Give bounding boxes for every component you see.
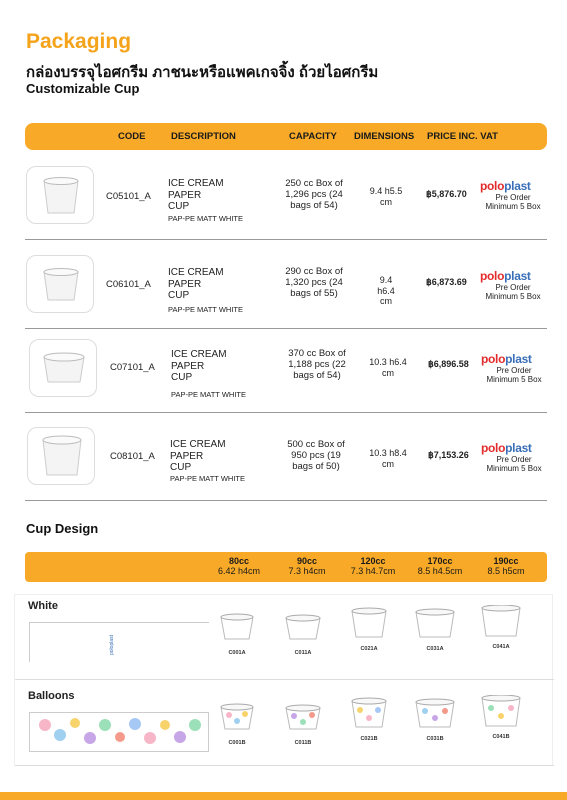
- footer-bar: [0, 792, 567, 800]
- row-divider: [25, 328, 547, 329]
- product-code: C07101_A: [110, 362, 155, 373]
- thai-title: กล่องบรรจุไอศกรีม ภาชนะหรือแพคเกจจิ้ง ถ้วยไอศกรีม: [26, 64, 379, 81]
- cup-thumb: C001A: [217, 611, 257, 656]
- cup-thumb: C041A: [481, 605, 521, 650]
- product-capacity: 250 cc Box of 1,296 pcs (24 bags of 54): [285, 178, 343, 211]
- size-190cc: 190cc 8.5 h5cm: [487, 556, 525, 576]
- product-price: ฿7,153.26: [428, 450, 469, 460]
- cup-thumb: C011A: [283, 611, 323, 656]
- cup-image: [27, 427, 95, 485]
- product-price: ฿5,876.70: [426, 189, 467, 199]
- product-material: PAP-PE MATT WHITE: [168, 305, 244, 314]
- col-price: PRICE INC. VAT: [427, 131, 498, 142]
- cup-thumb: C021B: [349, 697, 389, 742]
- product-material: PAP-PE MATT WHITE: [171, 390, 247, 399]
- col-code: CODE: [118, 131, 146, 142]
- product-material: PAP-PE MATT WHITE: [170, 474, 246, 483]
- cup-thumb: C011B: [283, 701, 323, 746]
- product-code: C06101_A: [106, 279, 151, 290]
- product-desc: ICE CREAM PAPER CUP: [168, 178, 224, 212]
- balloons-label: Balloons: [28, 690, 75, 702]
- size-170cc: 170cc 8.5 h4.5cm: [417, 556, 463, 576]
- product-code: C08101_A: [110, 451, 155, 462]
- section-subtitle: Customizable Cup: [26, 81, 140, 96]
- size-bar: [25, 552, 547, 582]
- col-dimensions: DIMENSIONS: [354, 131, 415, 142]
- poloplast-logo: poloplast: [480, 269, 531, 283]
- product-dimensions: 10.3 h6.4 cm: [369, 357, 407, 378]
- page-title: Packaging: [26, 30, 132, 53]
- product-capacity: 500 cc Box of 950 pcs (19 bags of 50): [287, 439, 345, 472]
- cup-image: [26, 166, 94, 224]
- cup-thumb: C041B: [481, 695, 521, 740]
- balloons-strip: [29, 712, 209, 752]
- col-description: DESCRIPTION: [171, 131, 236, 142]
- product-dimensions: 9.4 h6.4 cm: [377, 275, 395, 306]
- table-header: [25, 123, 547, 150]
- product-desc: ICE CREAM PAPER CUP: [168, 267, 224, 301]
- product-desc: ICE CREAM PAPER CUP: [170, 439, 226, 473]
- cup-thumb: C021A: [349, 607, 389, 652]
- product-dimensions: 10.3 h8.4 cm: [369, 448, 407, 469]
- poloplast-logo: poloplast: [481, 352, 532, 366]
- cup-image: [26, 255, 94, 313]
- brand-logo: poloplast Pre Order Minimum 5 Box: [480, 269, 546, 301]
- cup-thumb: C001B: [217, 701, 257, 746]
- cup-thumb: C031B: [415, 697, 455, 742]
- panel-divider: [15, 765, 554, 766]
- product-price: ฿6,873.69: [426, 277, 467, 287]
- brand-logo: poloplast Pre Order Minimum 5 Box: [481, 441, 547, 473]
- row-divider: [25, 500, 547, 501]
- panel-divider: [15, 679, 554, 680]
- cup-design-title: Cup Design: [26, 521, 99, 536]
- product-code: C05101_A: [106, 191, 151, 202]
- design-panel: [14, 594, 553, 766]
- cup-thumb: C031A: [415, 607, 455, 652]
- size-90cc: 90cc 7.3 h4cm: [288, 556, 326, 576]
- product-dimensions: 9.4 h5.5 cm: [369, 186, 403, 207]
- cup-image: [29, 339, 97, 397]
- poloplast-logo: poloplast: [480, 179, 531, 193]
- row-divider: [25, 412, 547, 413]
- size-80cc: 80cc 6.42 h4cm: [217, 556, 261, 576]
- svg-text:poloplast: poloplast: [109, 634, 115, 655]
- brand-logo: poloplast Pre Order Minimum 5 Box: [481, 352, 547, 384]
- product-price: ฿6,896.58: [428, 359, 469, 369]
- product-material: PAP-PE MATT WHITE: [168, 214, 244, 223]
- poloplast-logo: poloplast: [481, 441, 532, 455]
- row-divider: [25, 239, 547, 240]
- brand-logo: poloplast Pre Order Minimum 5 Box: [480, 179, 546, 211]
- col-capacity: CAPACITY: [289, 131, 337, 142]
- white-label: White: [28, 600, 58, 612]
- white-strip: [29, 622, 209, 662]
- product-capacity: 290 cc Box of 1,320 pcs (24 bags of 55): [285, 266, 343, 299]
- product-capacity: 370 cc Box of 1,188 pcs (22 bags of 54): [288, 348, 346, 381]
- product-desc: ICE CREAM PAPER CUP: [171, 349, 227, 383]
- size-120cc: 120cc 7.3 h4.7cm: [350, 556, 396, 576]
